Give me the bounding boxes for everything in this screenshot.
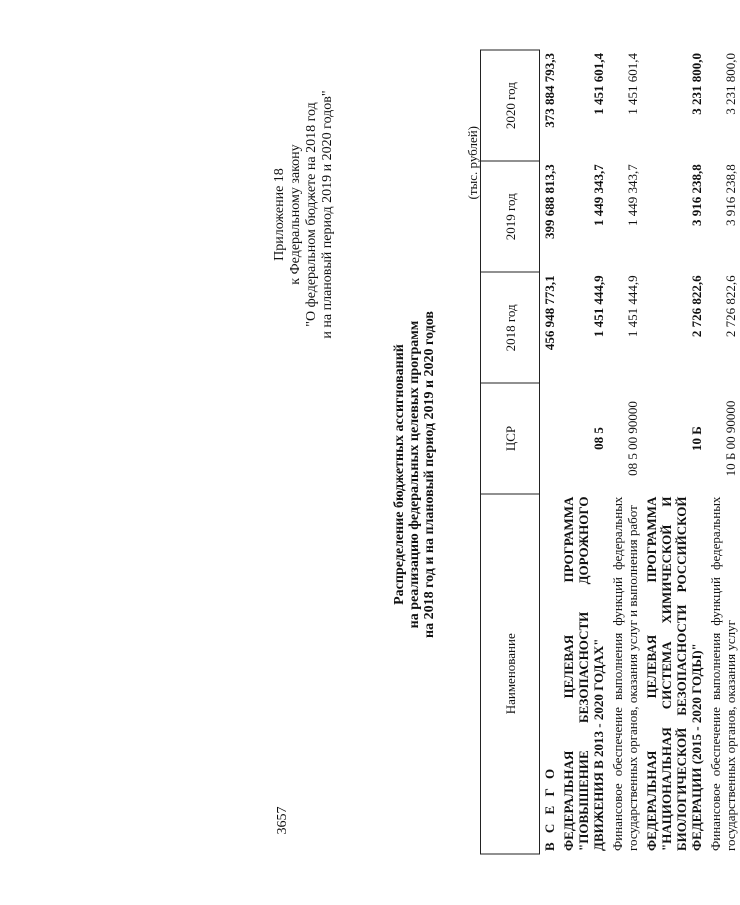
name-cell: ФЕДЕРАЛЬНАЯ ЦЕЛЕВАЯ ПРОГРАММА "НАЦИОНАЛЬНАЯ СИСТЕМА ХИМИЧЕСКОЙ И БИОЛОГИЧЕСКОЙ БЕЗОПАСНОСТИ РОССИЙСКОЙ ФЕДЕРАЦИИ (2015 - 2020 ГОДЫ)" xyxy=(644,496,704,851)
header-2019: 2019 год xyxy=(481,161,540,272)
title-line: на 2018 год и на плановый период 2019 и 2020 годов xyxy=(422,311,437,638)
csr-cell: 10 Б xyxy=(689,426,704,451)
table-row xyxy=(608,50,642,854)
amount-2018-cell: 1 451 444,9 xyxy=(591,275,606,338)
document-title xyxy=(392,195,437,755)
amount-2020-cell: 1 451 601,4 xyxy=(591,53,606,115)
amount-2020-cell: 373 884 793,3 xyxy=(542,53,557,128)
appendix-line: Приложение 18 xyxy=(272,168,287,261)
page-number: 3657 xyxy=(275,806,290,835)
csr-cell: 08 5 00 90000 xyxy=(625,401,640,476)
header-name: Наименование xyxy=(481,494,540,854)
table-row xyxy=(559,50,608,854)
title-line: Распределение бюджетных ассигнований xyxy=(392,344,407,605)
amount-2019-cell: 399 688 813,3 xyxy=(542,164,557,239)
table-header-row xyxy=(481,50,540,854)
total-row xyxy=(540,50,560,854)
name-cell: Финансовое обеспечение выполнения функций федеральных государственных органов, оказания услуг и выполнения работ xyxy=(610,496,640,851)
csr-cell: 08 5 xyxy=(591,427,606,450)
document-page xyxy=(40,50,738,855)
amount-2020-cell: 3 231 800,0 xyxy=(689,53,704,115)
appendix-header xyxy=(272,65,336,365)
table-row xyxy=(642,50,706,854)
appendix-line: "О федеральном бюджете на 2018 год xyxy=(304,102,319,327)
appendix-line: и на плановый период 2019 и 2020 годов" xyxy=(320,90,335,339)
table-row xyxy=(706,50,740,854)
unit-label: (тыс. рублей) xyxy=(465,125,480,200)
amount-2019-cell: 1 449 343,7 xyxy=(625,164,640,226)
amount-2020-cell: 1 451 601,4 xyxy=(625,53,640,115)
amount-2019-cell: 3 916 238,8 xyxy=(689,164,704,226)
name-cell: ФЕДЕРАЛЬНАЯ ЦЕЛЕВАЯ ПРОГРАММА "ПОВЫШЕНИЕ БЕЗОПАСНОСТИ ДОРОЖНОГО ДВИЖЕНИЯ В 2013 - 2020 ГОДАХ" xyxy=(561,496,606,851)
name-cell: В С Е Г О xyxy=(542,765,557,851)
csr-cell xyxy=(540,383,560,493)
title-line: на реализацию федеральных целевых программ xyxy=(407,320,422,629)
name-cell: Финансовое обеспечение выполнения функций федеральных государственных органов, оказания услуг xyxy=(708,496,738,851)
amount-2019-cell: 3 916 238,8 xyxy=(723,164,738,226)
amount-2020-cell: 3 231 800,0 xyxy=(723,53,738,115)
header-csr: ЦСР xyxy=(481,383,540,493)
budget-table xyxy=(480,50,740,855)
amount-2019-cell: 1 449 343,7 xyxy=(591,164,606,226)
amount-2018-cell: 2 726 822,6 xyxy=(723,275,738,338)
csr-cell: 10 Б 00 90000 xyxy=(723,400,738,477)
appendix-line: к Федеральному закону xyxy=(288,144,303,285)
amount-2018-cell: 456 948 773,1 xyxy=(542,275,557,351)
amount-2018-cell: 1 451 444,9 xyxy=(625,275,640,338)
header-2018: 2018 год xyxy=(481,272,540,383)
amount-2018-cell: 2 726 822,6 xyxy=(689,275,704,338)
header-2020: 2020 год xyxy=(481,50,540,161)
